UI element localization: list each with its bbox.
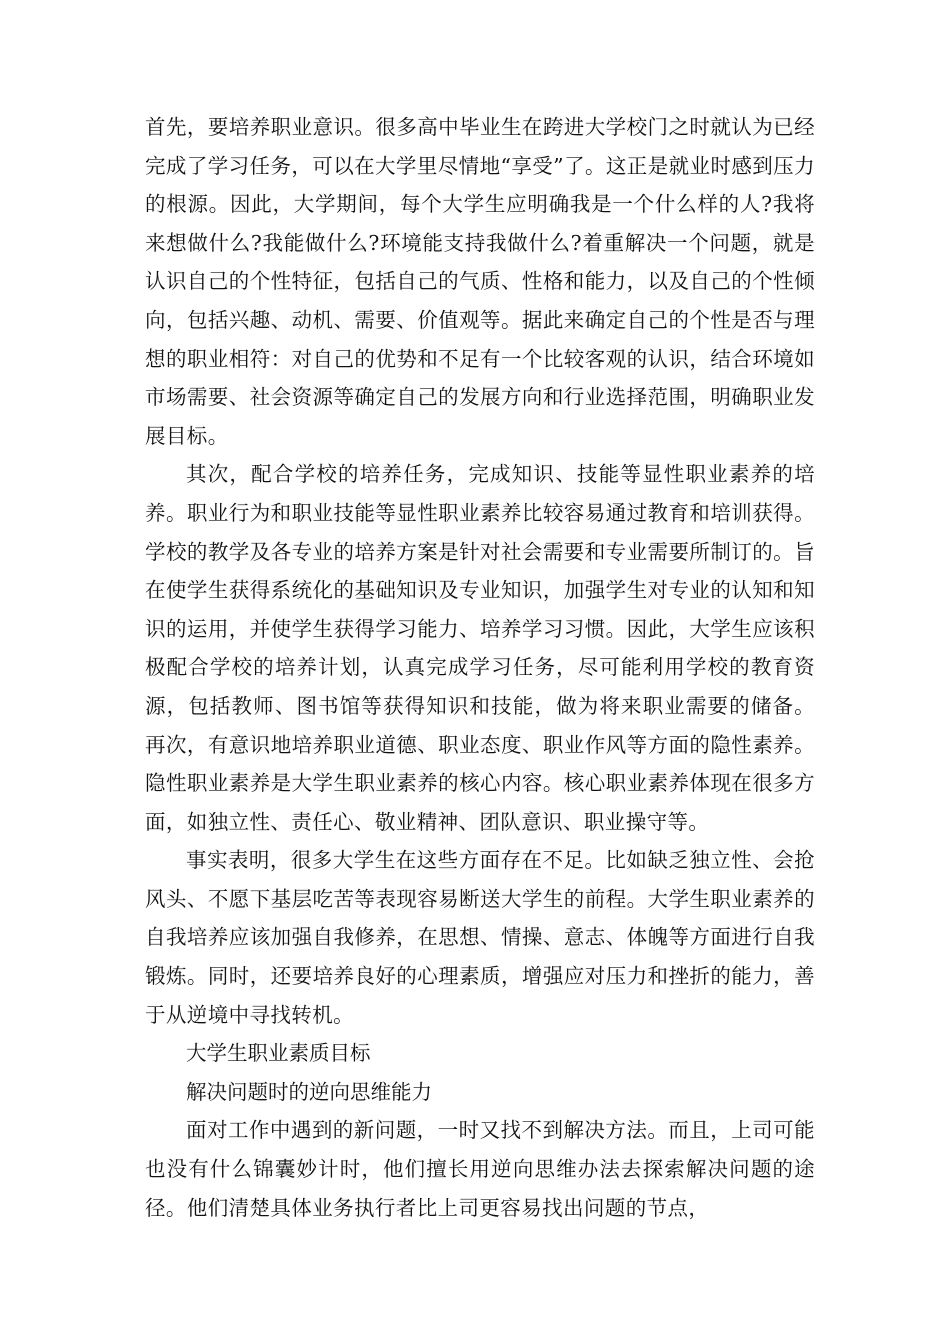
document-page [145, 108, 815, 1227]
paragraph-explicit-literacy: 其次，配合学校的培养任务，完成知识、技能等显性职业素养的培养。职业行为和职业技能等显性职业素养比较容易通过教育和培训获得。学校的教学及各专业的培养方案是针对社会需要和专业需要所制订的。旨在使学生获得系统化的基础知识及专业知识，加强学生对专业的认知和知识的运用，并使学生获得学习能力、培养学习习惯。因此，大学生应该积极配合学校的培养计划，认真完成学习任务，尽可能利用学校的教育资源，包括教师、图书馆等获得知识和技能，做为将来职业需要的储备。 再次，有意识地培养职业道德、职业态度、职业作风等方面的隐性素养。隐性职业素养是大学生职业素养的核心内容。核心职业素养体现在很多方面，如独立性、责任心、敬业精神、团队意识、职业操守等。 [145, 462, 815, 834]
paragraph-vocational-awareness: 首先，要培养职业意识。很多高中毕业生在跨进大学校门之时就认为已经完成了学习任务，可以在大学里尽情地“享受”了。这正是就业时感到压力的根源。因此，大学期间，每个大学生应明确我是一个什么样的人?我将来想做什么?我能做什么?环境能支持我做什么?着重解决一个问题，就是认识自己的个性特征，包括自己的气质、性格和能力，以及自己的个性倾向，包括兴趣、动机、需要、价值观等。据此来确定自己的个性是否与理想的职业相符：对自己的优势和不足有一个比较客观的认识，结合环境如市场需要、社会资源等确定自己的发展方向和行业选择范围，明确职业发展目标。 [145, 115, 815, 448]
section-heading-quality-goals: 大学生职业素质目标 [186, 1041, 371, 1066]
paragraph-new-problems: 面对工作中遇到的新问题，一时又找不到解决方法。而且，上司可能也没有什么锦囊妙计时，他们擅长用逆向思维办法去探索解决问题的途径。他们清楚具体业务执行者比上司更容易找出问题的节点， [145, 1118, 815, 1220]
paragraph-facts-show: 事实表明，很多大学生在这些方面存在不足。比如缺乏独立性、会抢风头、不愿下基层吃苦等表现容易断送大学生的前程。大学生职业素养的自我培养应该加强自我修养，在思想、情操、意志、体魄等方面进行自我锻炼。同时，还要培养良好的心理素质，增强应对压力和挫折的能力，善于从逆境中寻找转机。 [145, 848, 815, 1027]
subheading-reverse-thinking: 解决问题时的逆向思维能力 [186, 1079, 432, 1104]
